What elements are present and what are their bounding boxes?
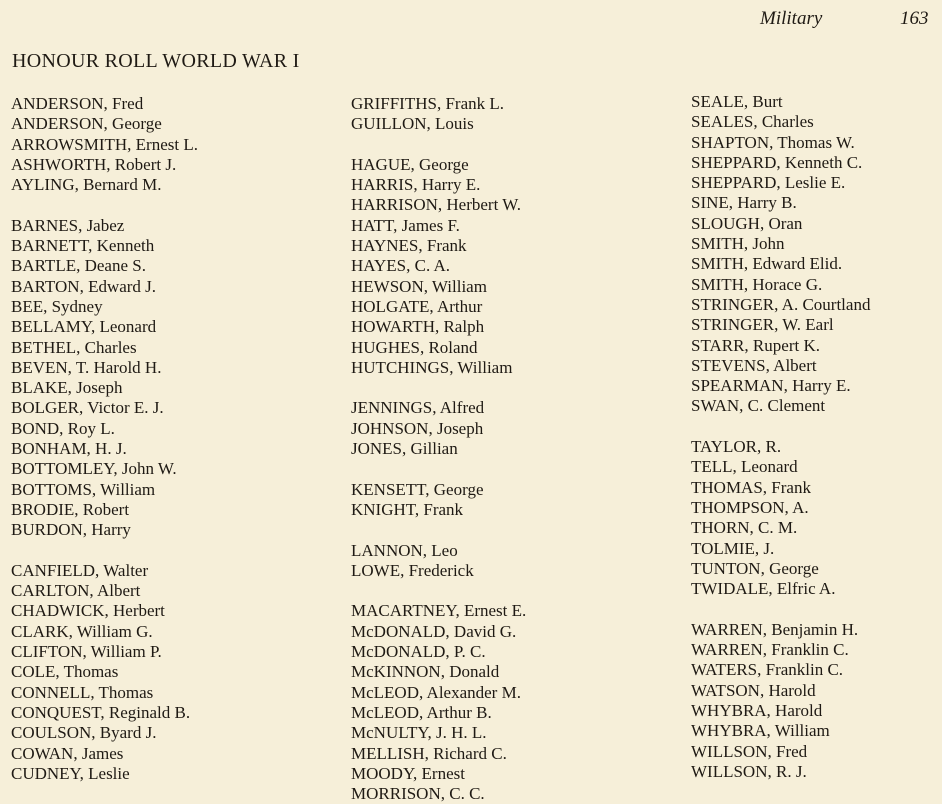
- name-column-2: [351, 94, 526, 804]
- spacer: [11, 195, 198, 215]
- running-header-section: Military: [760, 8, 823, 29]
- honour-roll-name: BOTTOMS, William: [11, 479, 156, 499]
- honour-roll-name: SHEPPARD, Leslie E.: [691, 173, 846, 193]
- honour-roll-name: HAYES, C. A.: [351, 256, 451, 276]
- honour-roll-name: STEVENS, Albert: [691, 355, 817, 375]
- honour-roll-name: HOWARTH, Ralph: [351, 317, 485, 337]
- honour-roll-name: HUGHES, Roland: [351, 337, 478, 357]
- honour-roll-name: CARLTON, Albert: [11, 581, 141, 601]
- honour-roll-name: SMITH, Horace G.: [691, 274, 823, 294]
- honour-roll-name: WILLSON, R. J.: [691, 761, 807, 781]
- honour-roll-name: SLOUGH, Oran: [691, 213, 803, 233]
- honour-roll-name: BARNETT, Kenneth: [11, 236, 155, 256]
- spacer: [351, 378, 526, 398]
- honour-roll-name: BONHAM, H. J.: [11, 439, 127, 459]
- honour-roll-name: MACARTNEY, Ernest E.: [351, 601, 527, 621]
- honour-roll-name: WHYBRA, Harold: [691, 700, 823, 720]
- honour-roll-name: BURDON, Harry: [11, 520, 131, 540]
- honour-roll-name: TOLMIE, J.: [691, 538, 775, 558]
- honour-roll-name: SINE, Harry B.: [691, 193, 797, 213]
- page-number: 163: [900, 8, 929, 29]
- honour-roll-name: BARNES, Jabez: [11, 215, 125, 235]
- honour-roll-name: TWIDALE, Elfric A.: [691, 579, 836, 599]
- honour-roll-name: CLIFTON, William P.: [11, 642, 162, 662]
- honour-roll-name: McLEOD, Alexander M.: [351, 682, 521, 702]
- honour-roll-name: McKINNON, Donald: [351, 662, 500, 682]
- honour-roll-name: COULSON, Byard J.: [11, 723, 157, 743]
- spacer: [11, 541, 198, 561]
- honour-roll-name: ASHWORTH, Robert J.: [11, 154, 177, 174]
- honour-roll-name: GUILLON, Louis: [351, 114, 474, 134]
- honour-roll-name: CONQUEST, Reginald B.: [11, 702, 191, 722]
- honour-roll-name: SHEPPARD, Kenneth C.: [691, 152, 863, 172]
- honour-roll-name: KENSETT, George: [351, 479, 484, 499]
- honour-roll-name: BETHEL, Charles: [11, 337, 137, 357]
- honour-roll-name: BEE, Sydney: [11, 296, 103, 316]
- honour-roll-name: CHADWICK, Herbert: [11, 601, 165, 621]
- honour-roll-name: STARR, Rupert K.: [691, 335, 820, 355]
- page-title: HONOUR ROLL WORLD WAR I: [12, 50, 300, 72]
- honour-roll-name: WARREN, Franklin C.: [691, 640, 849, 660]
- honour-roll-name: CLARK, William G.: [11, 621, 153, 641]
- honour-roll-name: COWAN, James: [11, 743, 124, 763]
- honour-roll-name: BOND, Roy L.: [11, 418, 115, 438]
- honour-roll-name: LANNON, Leo: [351, 540, 458, 560]
- honour-roll-name: SPEARMAN, Harry E.: [691, 376, 851, 396]
- honour-roll-name: ANDERSON, George: [11, 114, 162, 134]
- honour-roll-name: STRINGER, W. Earl: [691, 315, 834, 335]
- honour-roll-name: McDONALD, P. C.: [351, 642, 486, 662]
- honour-roll-name: BEVEN, T. Harold H.: [11, 357, 162, 377]
- honour-roll-name: THOMAS, Frank: [691, 477, 811, 497]
- honour-roll-name: MELLISH, Richard C.: [351, 743, 507, 763]
- name-column-3: [691, 92, 870, 782]
- honour-roll-name: ANDERSON, Fred: [11, 94, 144, 113]
- honour-roll-name: HOLGATE, Arthur: [351, 296, 483, 316]
- honour-roll-name: HEWSON, William: [351, 276, 487, 296]
- honour-roll-name: SEALE, Burt: [691, 92, 783, 111]
- honour-roll-name: COLE, Thomas: [11, 662, 119, 682]
- honour-roll-name: BLAKE, Joseph: [11, 378, 123, 398]
- honour-roll-name: WATSON, Harold: [691, 680, 816, 700]
- honour-roll-name: ARROWSMITH, Ernest L.: [11, 134, 198, 154]
- honour-roll-name: BARTLE, Deane S.: [11, 256, 146, 276]
- honour-roll-name: TUNTON, George: [691, 558, 819, 578]
- honour-roll-name: BOLGER, Victor E. J.: [11, 398, 164, 418]
- spacer: [691, 599, 870, 619]
- honour-roll-name: THORN, C. M.: [691, 518, 798, 538]
- honour-roll-name: AYLING, Bernard M.: [11, 175, 162, 195]
- honour-roll-name: McNULTY, J. H. L.: [351, 723, 487, 743]
- honour-roll-name: WATERS, Franklin C.: [691, 660, 844, 680]
- honour-roll-name: CANFIELD, Walter: [11, 560, 149, 580]
- honour-roll-name: MORRISON, C. C.: [351, 784, 485, 804]
- honour-roll-name: JOHNSON, Joseph: [351, 418, 484, 438]
- honour-roll-name: HARRISON, Herbert W.: [351, 195, 521, 215]
- honour-roll-name: TAYLOR, R.: [691, 437, 782, 457]
- honour-roll-name: TELL, Leonard: [691, 457, 798, 477]
- honour-roll-name: WHYBRA, William: [691, 721, 830, 741]
- honour-roll-name: THOMPSON, A.: [691, 497, 809, 517]
- honour-roll-name: SEALES, Charles: [691, 112, 814, 132]
- honour-roll-name: SMITH, John: [691, 234, 785, 254]
- honour-roll-name: CONNELL, Thomas: [11, 682, 154, 702]
- honour-roll-name: SWAN, C. Clement: [691, 396, 826, 416]
- honour-roll-name: SMITH, Edward Elid.: [691, 254, 843, 274]
- honour-roll-name: KNIGHT, Frank: [351, 499, 464, 519]
- honour-roll-name: GRIFFITHS, Frank L.: [351, 94, 505, 113]
- honour-roll-name: HAGUE, George: [351, 154, 469, 174]
- spacer: [351, 459, 526, 479]
- honour-roll-name: HARRIS, Harry E.: [351, 175, 481, 195]
- honour-roll-name: STRINGER, A. Courtland: [691, 294, 871, 314]
- honour-roll-name: CUDNEY, Leslie: [11, 763, 130, 783]
- spacer: [351, 520, 526, 540]
- spacer: [351, 581, 526, 601]
- honour-roll-name: McLEOD, Arthur B.: [351, 702, 492, 722]
- honour-roll-name: WARREN, Benjamin H.: [691, 619, 859, 639]
- honour-roll-name: WILLSON, Fred: [691, 741, 808, 761]
- honour-roll-name: HATT, James F.: [351, 215, 460, 235]
- honour-roll-name: BELLAMY, Leonard: [11, 317, 157, 337]
- honour-roll-name: BOTTOMLEY, John W.: [11, 459, 177, 479]
- honour-roll-name: SHAPTON, Thomas W.: [691, 132, 855, 152]
- honour-roll-name: JENNINGS, Alfred: [351, 398, 485, 418]
- honour-roll-name: HUTCHINGS, William: [351, 357, 513, 377]
- honour-roll-name: HAYNES, Frank: [351, 236, 467, 256]
- spacer: [691, 417, 870, 437]
- honour-roll-name: BARTON, Edward J.: [11, 276, 157, 296]
- honour-roll-name: JONES, Gillian: [351, 439, 458, 459]
- spacer: [351, 135, 526, 155]
- honour-roll-name: McDONALD, David G.: [351, 621, 517, 641]
- honour-roll-name: LOWE, Frederick: [351, 560, 474, 580]
- honour-roll-name: BRODIE, Robert: [11, 499, 130, 519]
- name-column-1: [11, 94, 198, 784]
- honour-roll-name: MOODY, Ernest: [351, 763, 465, 783]
